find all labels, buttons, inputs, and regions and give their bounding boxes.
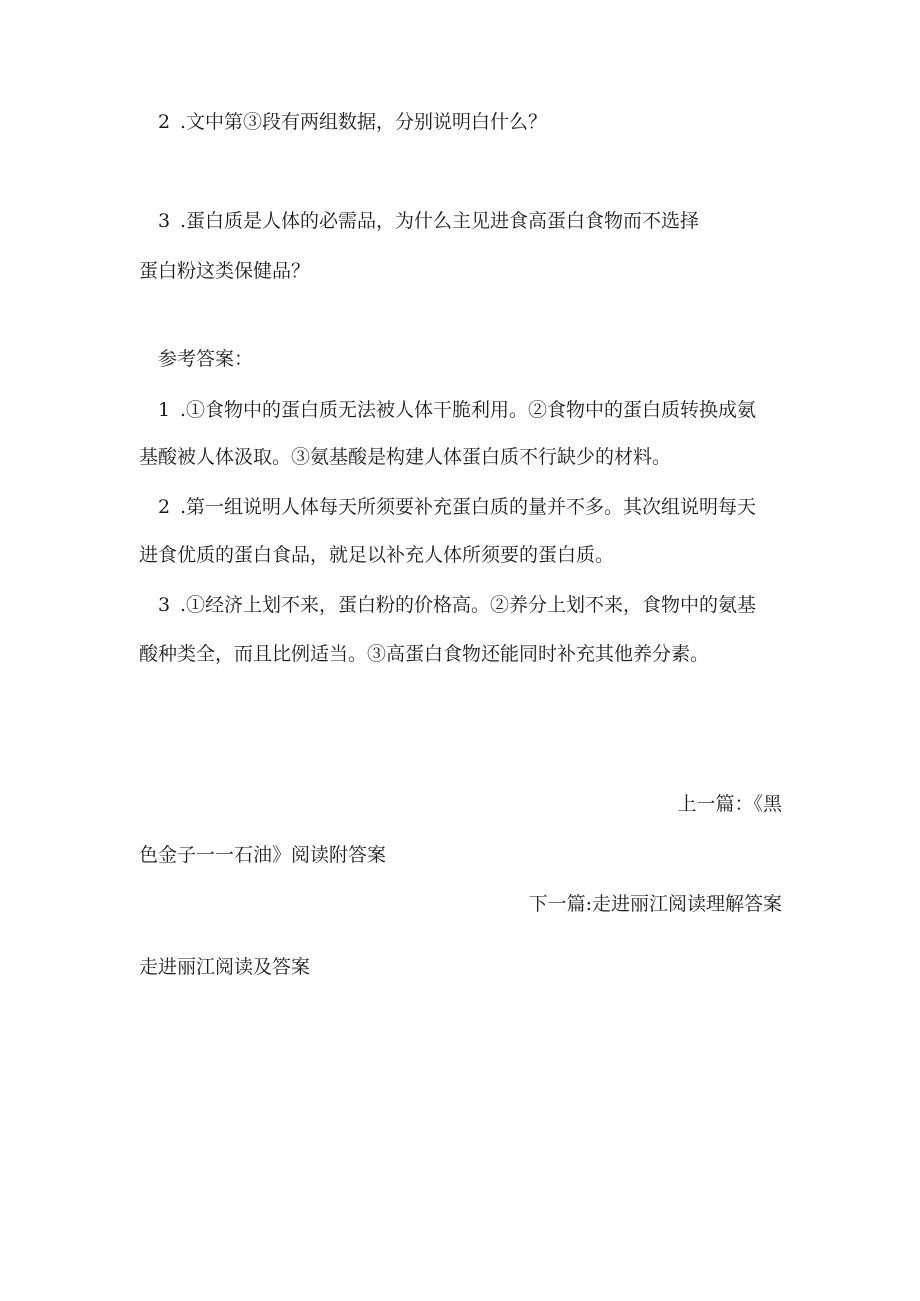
next-article-link-line-2[interactable]: 走进丽江阅读及答案 — [139, 956, 311, 978]
answer-2-line-1 — [158, 494, 756, 520]
next-article-link-line-1[interactable]: 下一篇:走进丽江阅读理解答案 — [528, 893, 782, 915]
question-2-number: 2 — [158, 111, 171, 133]
answer-2-number: 2 — [158, 496, 171, 518]
question-3-line-1 — [158, 208, 699, 234]
prev-article-link-line-1[interactable]: 上一篇：《黑 — [677, 793, 782, 815]
answer-1-text-1: .①食物中的蛋白质无法被人体干脆利用。②食物中的蛋白质转换成氨 — [180, 399, 757, 421]
question-2-text: .文中第③段有两组数据，分别说明白什么？ — [180, 111, 548, 133]
question-3-text-2: 蛋白粉这类保健品？ — [139, 260, 311, 282]
question-3-text-1: .蛋白质是人体的必需品，为什么主见进食高蛋白食物而不选择 — [180, 210, 700, 232]
question-3-number: 3 — [158, 210, 171, 232]
answer-3-text-1: .①经济上划不来，蛋白粉的价格高。②养分上划不来，食物中的氨基 — [180, 594, 757, 616]
answer-2-line-2 — [139, 542, 614, 568]
question-2-line-1 — [158, 109, 547, 135]
answer-2-text-2: 进食优质的蛋白食品，就足以补充人体所须要的蛋白质。 — [139, 544, 615, 566]
answer-3-line-1 — [158, 592, 756, 618]
answer-3-line-2 — [139, 641, 709, 667]
question-3-line-2 — [139, 258, 310, 284]
answers-heading: 参考答案： — [158, 348, 254, 370]
prev-article-link-line-2[interactable]: 色金子一一石油》阅读附答案 — [139, 844, 387, 866]
answer-3-text-2: 酸种类全，而且比例适当。③高蛋白食物还能同时补充其他养分素。 — [139, 643, 710, 665]
answer-1-number: 1 — [158, 399, 171, 421]
answer-2-text-1: .第一组说明人体每天所须要补充蛋白质的量并不多。其次组说明每天 — [180, 496, 757, 518]
answer-1-line-2 — [139, 444, 671, 470]
answer-1-text-2: 基酸被人体汲取。③氨基酸是构建人体蛋白质不行缺少的材料。 — [139, 446, 672, 468]
answer-1-line-1 — [158, 397, 756, 423]
answer-3-number: 3 — [158, 594, 171, 616]
